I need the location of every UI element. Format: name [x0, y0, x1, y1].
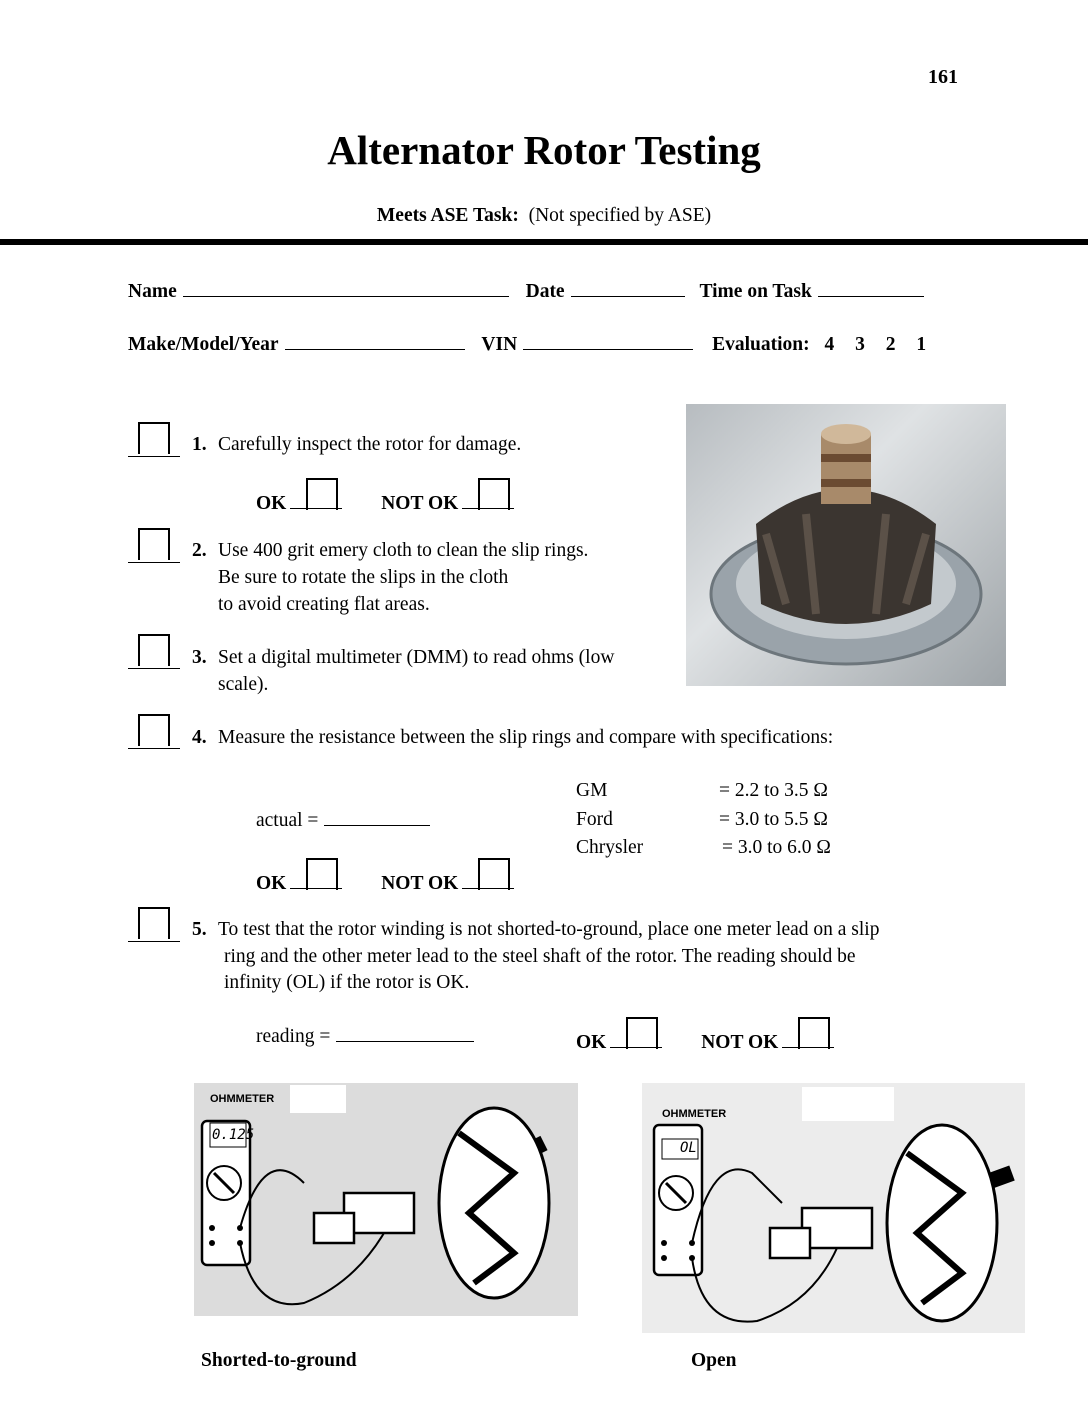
date-field[interactable]: [571, 280, 685, 297]
step-1-not-ok-checkbox[interactable]: [462, 486, 514, 509]
step-3-number: 3.: [192, 647, 207, 668]
step-3-checkbox[interactable]: [128, 638, 180, 669]
date-label: Date: [525, 281, 565, 302]
ok-label: OK: [256, 873, 287, 894]
evaluation-score-1[interactable]: 1: [916, 334, 927, 355]
step-4-not-ok-checkbox[interactable]: [462, 866, 514, 889]
step-5-ok: [576, 1025, 834, 1054]
time-on-task-field[interactable]: [818, 280, 924, 297]
step-5-not-ok-checkbox[interactable]: [782, 1025, 834, 1048]
step-2-line-2: Be sure to rotate the slips in the cloth: [218, 567, 509, 588]
reading-row: [256, 1025, 474, 1048]
ase-task: [0, 205, 1088, 227]
step-2-line-3: to avoid creating flat areas.: [218, 594, 430, 615]
meter-display: OL: [680, 1140, 697, 1156]
rotor-photo: [686, 404, 1006, 686]
actual-label: actual =: [256, 810, 319, 831]
ok-label: OK: [256, 493, 287, 514]
reading-field[interactable]: [336, 1025, 474, 1042]
step-4-ok: [256, 866, 514, 895]
evaluation-label: Evaluation:: [712, 334, 810, 355]
vin-field[interactable]: [523, 333, 693, 350]
spec-ford-make: Ford: [576, 809, 613, 830]
diagram-caption-open: Open: [691, 1350, 737, 1371]
actual-field[interactable]: [324, 809, 430, 826]
page-number: 161: [928, 66, 958, 88]
ohmmeter-label: OHMMETER: [210, 1093, 275, 1105]
spec-gm-make: GM: [576, 780, 608, 801]
meter-display: 0.125: [212, 1127, 255, 1143]
spec-chrysler-value: = 3.0 to 6.0 Ω: [722, 837, 831, 858]
spec-gm-value: = 2.2 to 3.5 Ω: [719, 780, 828, 801]
ase-task-label: Meets ASE Task:: [376, 205, 519, 226]
make-model-year-field[interactable]: [285, 333, 465, 350]
evaluation-score-2[interactable]: 2: [885, 334, 896, 355]
step-1-text: Carefully inspect the rotor for damage.: [218, 434, 522, 455]
step-5-line-1: To test that the rotor winding is not shorted-to-ground, place one meter lead on a slip: [218, 919, 880, 940]
step-2-checkbox[interactable]: [128, 532, 180, 563]
step-2-line-1: Use 400 grit emery cloth to clean the slip rings.: [218, 540, 589, 561]
step-5-number: 5.: [192, 919, 207, 940]
actual-row: [256, 809, 430, 832]
spec-ford-value: = 3.0 to 5.5 Ω: [719, 809, 828, 830]
header-divider: [0, 239, 1088, 245]
step-5-line-3: infinity (OL) if the rotor is OK.: [224, 972, 470, 993]
step-4-ok-checkbox[interactable]: [290, 866, 342, 889]
not-ok-label: NOT OK: [701, 1032, 779, 1053]
diagram-caption-shorted: Shorted-to-ground: [201, 1350, 357, 1371]
header-row-2: [128, 333, 926, 356]
step-1-ok: [256, 486, 514, 515]
evaluation-score-4[interactable]: 4: [824, 334, 835, 355]
step-5-line-2: ring and the other meter lead to the steel shaft of the rotor. The reading should be: [224, 946, 856, 967]
step-3-line-2: scale).: [218, 674, 269, 695]
header-row-1: [128, 280, 924, 303]
time-on-task-label: Time on Task: [699, 281, 812, 302]
spec-chrysler-make: Chrysler: [576, 837, 644, 858]
step-4-text: Measure the resistance between the slip rings and compare with specifications:: [218, 727, 834, 748]
step-1-number: 1.: [192, 434, 207, 455]
make-model-year-label: Make/Model/Year: [128, 334, 279, 355]
step-2-number: 2.: [192, 540, 207, 561]
ok-label: OK: [576, 1032, 607, 1053]
step-4-number: 4.: [192, 727, 207, 748]
step-1-ok-checkbox[interactable]: [290, 486, 342, 509]
shorted-to-ground-diagram: [194, 1083, 578, 1316]
not-ok-label: NOT OK: [381, 873, 459, 894]
ohmmeter-label: OHMMETER: [662, 1108, 727, 1120]
name-field[interactable]: [183, 280, 509, 297]
step-1-checkbox[interactable]: [128, 426, 180, 457]
page-title: Alternator Rotor Testing: [327, 127, 761, 173]
step-3-line-1: Set a digital multimeter (DMM) to read ohms (low: [218, 647, 615, 668]
evaluation-score-3[interactable]: 3: [855, 334, 865, 355]
not-ok-label: NOT OK: [381, 493, 459, 514]
ase-task-value: (Not specified by ASE): [528, 205, 712, 226]
step-5-ok-checkbox[interactable]: [610, 1025, 662, 1048]
name-label: Name: [128, 281, 177, 302]
open-diagram: [642, 1083, 1025, 1333]
reading-label: reading =: [256, 1026, 331, 1047]
vin-label: VIN: [481, 334, 518, 355]
step-4-checkbox[interactable]: [128, 718, 180, 749]
step-5-checkbox[interactable]: [128, 911, 180, 942]
